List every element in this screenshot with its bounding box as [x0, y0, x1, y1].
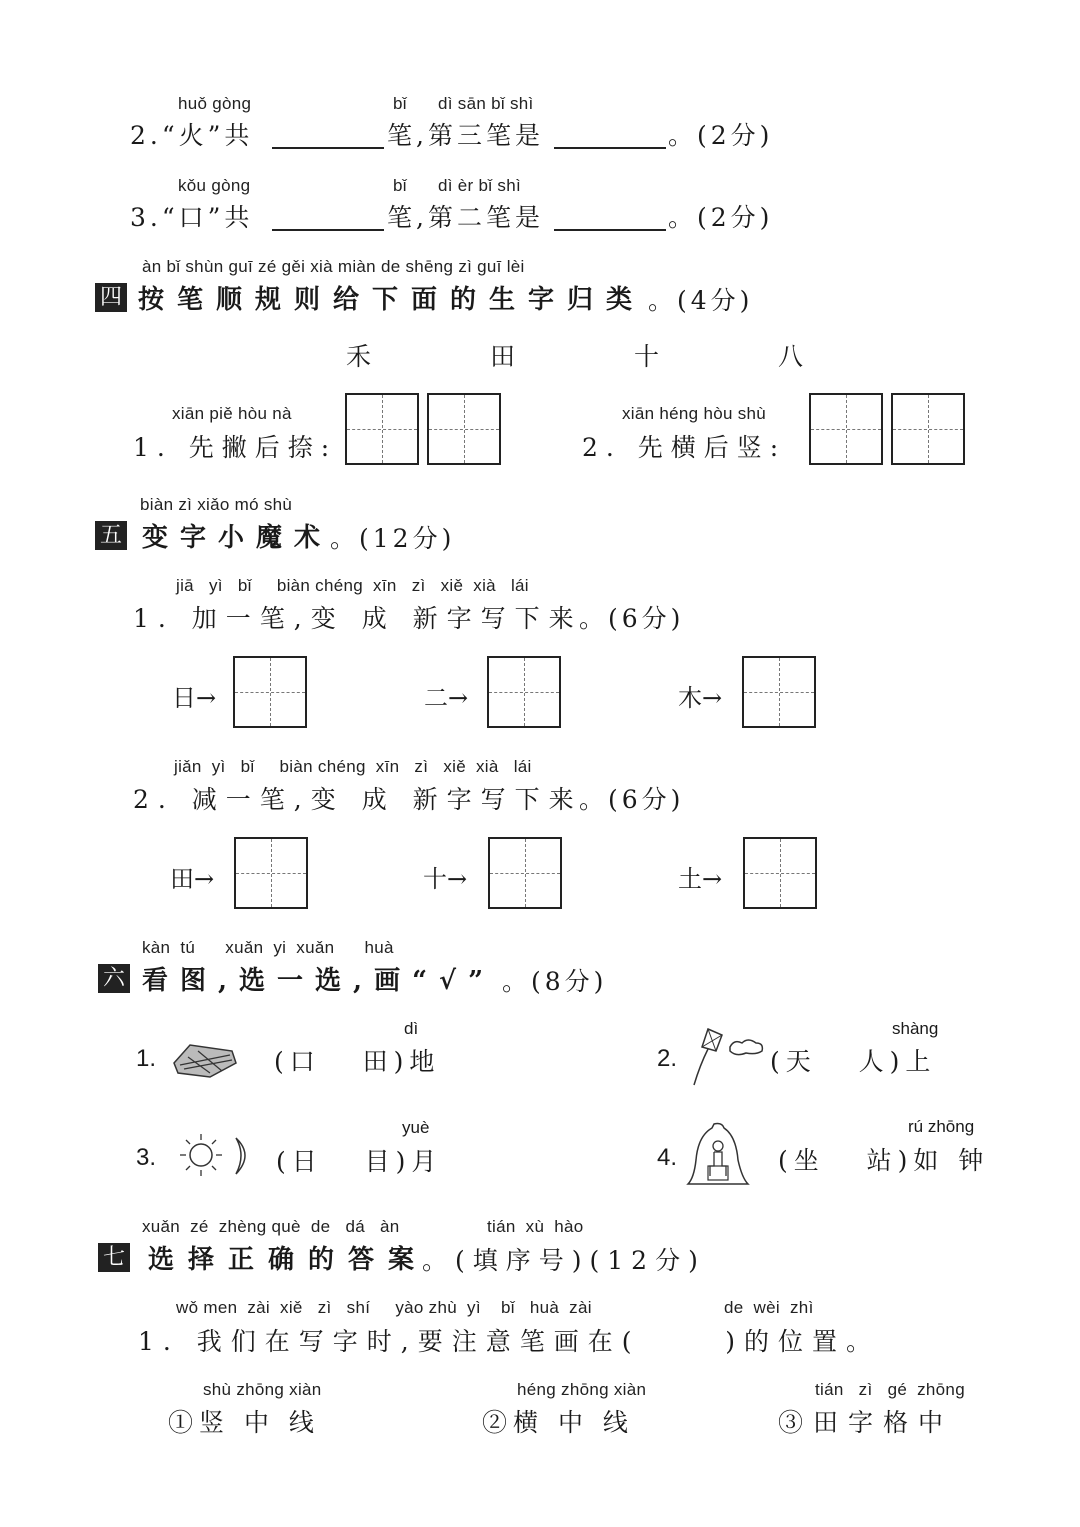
s5-sub2-box-3[interactable] — [743, 837, 817, 909]
s4-pinyin: àn bǐ shùn guī zé gěi xià miàn de shēng zì guī lèi — [142, 257, 525, 276]
q3-pinyin-di-er: dì èr bǐ shì — [438, 176, 521, 195]
s6-item4-num: 4. — [657, 1144, 678, 1171]
q2-text-a: 2.“火”共 — [130, 121, 254, 150]
q3-text-c: 。(2分) — [668, 203, 774, 232]
s6-item2-options[interactable]: (天 人)上 — [770, 1047, 937, 1076]
s6-item3-pinyin: yuè — [402, 1118, 430, 1137]
s7-opt3-pinyin: tián zì gé zhōng — [815, 1380, 965, 1399]
s7-title: 选择正确的答案 — [148, 1245, 429, 1275]
q3-text-b: 笔,第二笔是 — [387, 203, 544, 232]
q3-text-a: 3.“口”共 — [130, 203, 254, 232]
q2-blank-1[interactable] — [272, 147, 384, 149]
s6-item1-options[interactable]: (口 田)地 — [274, 1047, 441, 1076]
s7-option-1[interactable]: ①竖 中 线 — [168, 1408, 320, 1437]
sun-moon-picture-icon — [174, 1130, 258, 1180]
s5-sub1-label: 1. 加一笔,变 成 新字写下来 — [133, 604, 583, 633]
s4-char-2: 田 — [490, 342, 526, 371]
q2-pinyin-di-san: dì sān bǐ shì — [438, 94, 534, 113]
s6-item3-options[interactable]: (日 目)月 — [276, 1147, 443, 1176]
s4-item1-box-2[interactable] — [427, 393, 501, 465]
q2-pinyin-huo-gong: huǒ gòng — [178, 94, 252, 113]
s6-item3-num: 3. — [136, 1144, 157, 1171]
s5-title: 变字小魔术 — [142, 523, 333, 553]
q2-pinyin-bi: bǐ — [393, 94, 407, 113]
s5-sub1-score: 。(6分) — [579, 604, 685, 633]
q3-pinyin-kou-gong: kǒu gòng — [178, 176, 251, 195]
s5-sub2-box-1[interactable] — [234, 837, 308, 909]
s6-item4-pinyin: rú zhōng — [908, 1117, 975, 1136]
s7-pinyin: xuǎn zé zhèng què de dá àn — [142, 1217, 400, 1236]
q2-text-b: 笔,第三笔是 — [387, 121, 544, 150]
s7-score: 。(填序号)(12分) — [422, 1246, 706, 1275]
s7-option-2[interactable]: ②横 中 线 — [482, 1408, 634, 1437]
field-picture-icon — [170, 1033, 240, 1083]
s6-badge: 六 — [98, 964, 130, 993]
kite-cloud-picture-icon — [686, 1025, 768, 1089]
s5-sub1-box-3[interactable] — [742, 656, 816, 728]
s4-item2-label: 2. 先横后竖: — [582, 433, 787, 462]
s4-char-4: 八 — [778, 342, 814, 371]
s7-opt1-pinyin: shù zhōng xiàn — [203, 1380, 322, 1399]
s6-item2-pinyin: shàng — [892, 1019, 939, 1038]
s4-item1-box-1[interactable] — [345, 393, 419, 465]
s4-item2-box-2[interactable] — [891, 393, 965, 465]
s5-sub2-pinyin: jiǎn yì bǐ biàn chéng xīn zì xiě xià lái — [174, 757, 532, 776]
bell-person-picture-icon — [686, 1120, 750, 1190]
s7-q1-pinyin-2: de wèi zhì — [724, 1298, 814, 1317]
s5-sub2-score: 。(6分) — [579, 785, 685, 814]
s4-title: 按笔顺规则给下面的生字归类 — [138, 285, 646, 315]
s5-sub1-char-1: 日→ — [172, 684, 217, 712]
s5-sub1-box-2[interactable] — [487, 656, 561, 728]
s6-title: 看图,选一选,画“√” — [142, 966, 496, 996]
s4-item2-pinyin: xiān héng hòu shù — [622, 404, 767, 423]
s7-opt2-pinyin: héng zhōng xiàn — [517, 1380, 647, 1399]
s5-sub1-box-1[interactable] — [233, 656, 307, 728]
s6-score: 。(8分) — [502, 967, 608, 996]
s4-char-1: 禾 — [346, 342, 382, 371]
q2-blank-2[interactable] — [554, 147, 666, 149]
s7-pinyin-2: tián xù hào — [487, 1217, 584, 1236]
s6-item1-pinyin: dì — [404, 1019, 419, 1038]
s5-sub2-char-3: 土→ — [678, 865, 723, 893]
s7-option-3[interactable]: ③田字格中 — [778, 1408, 954, 1437]
s5-sub2-char-2: 十→ — [423, 865, 468, 893]
s5-score: 。(12分) — [330, 524, 456, 553]
s6-item4-options[interactable]: (坐 站)如 钟 — [778, 1146, 990, 1175]
s5-badge: 五 — [95, 521, 127, 550]
s4-char-3: 十 — [634, 342, 670, 371]
q3-blank-1[interactable] — [272, 229, 384, 231]
q2-text-c: 。(2分) — [668, 121, 774, 150]
s4-item1-label: 1. 先撇后捺: — [133, 433, 338, 462]
s5-sub2-box-2[interactable] — [488, 837, 562, 909]
s5-pinyin: biàn zì xiǎo mó shù — [140, 495, 293, 514]
s4-score: 。(4分) — [648, 286, 754, 315]
s5-sub1-char-3: 木→ — [678, 684, 723, 712]
s7-badge: 七 — [98, 1243, 130, 1272]
s7-q1-pinyin: wǒ men zài xiě zì shí yào zhù yì bǐ huà zài — [176, 1298, 592, 1317]
s5-sub2-char-1: 田→ — [170, 865, 215, 893]
q3-pinyin-bi: bǐ — [393, 176, 407, 195]
s5-sub2-label: 2. 减一笔,变 成 新字写下来 — [133, 785, 583, 814]
s7-q1-text: 1. 我们在写字时,要注意笔画在( )的位置。 — [138, 1327, 880, 1356]
s4-item2-box-1[interactable] — [809, 393, 883, 465]
s4-item1-pinyin: xiān piě hòu nà — [172, 404, 292, 423]
s6-item1-num: 1. — [136, 1045, 157, 1072]
s6-pinyin: kàn tú xuǎn yi xuǎn huà — [142, 938, 394, 957]
s4-badge: 四 — [95, 283, 127, 312]
q3-blank-2[interactable] — [554, 229, 666, 231]
s6-item2-num: 2. — [657, 1045, 678, 1072]
s5-sub1-char-2: 二→ — [424, 684, 469, 712]
s5-sub1-pinyin: jiā yì bǐ biàn chéng xīn zì xiě xià lái — [176, 576, 529, 595]
